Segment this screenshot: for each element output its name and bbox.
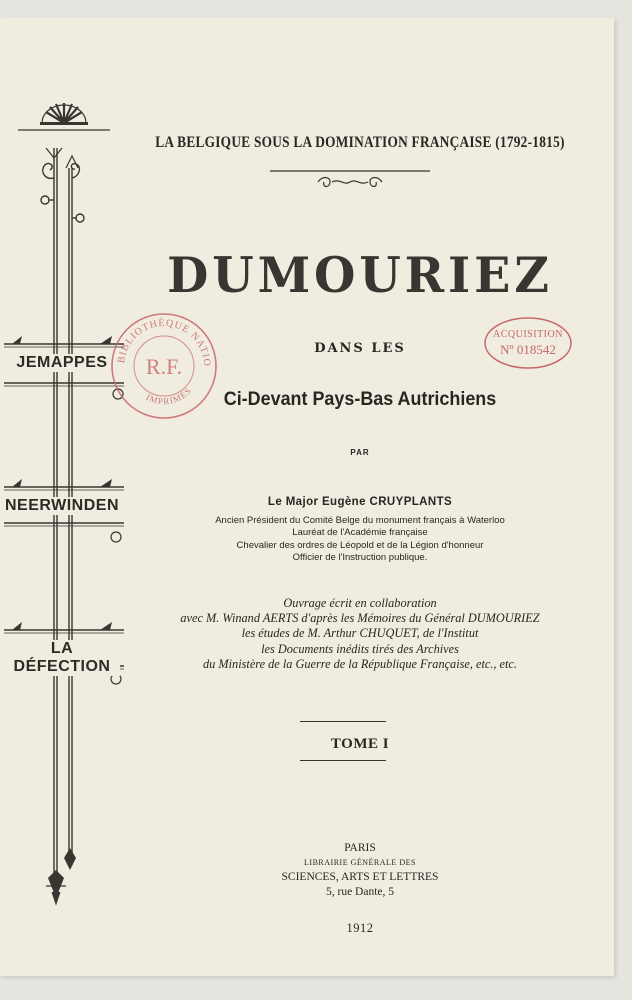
scroll-ornament [270, 168, 430, 194]
author-titles [120, 515, 600, 564]
author-title-line: Lauréat de l'Académie française [292, 527, 428, 539]
publisher-line1: LIBRAIRIE GÉNÉRALE DES [304, 857, 416, 867]
side-label-jemappes: JEMAPPES [4, 354, 120, 372]
tome-label: TOME I [330, 736, 390, 752]
stamp-arc-text: BIBLIOTHÈQUE NATIO [115, 317, 213, 368]
fan-ornament [40, 103, 88, 125]
stamp-acquisition-label: ACQUISITION [493, 329, 563, 340]
tome-divider [300, 721, 386, 722]
publisher-address: 5, rue Dante, 5 [325, 885, 395, 898]
collab-line: avec M. Winand AERTS d'après les Mémoires du Général DUMOURIEZ [180, 611, 540, 626]
publication-year: 1912 [346, 921, 374, 935]
subtitle: Ci-Devant Pays-Bas Autrichiens [223, 388, 497, 410]
publisher-city: PARIS [344, 842, 376, 854]
side-label-defection: LA DÉFECTION [4, 640, 120, 676]
main-title: DUMOURIEZ [167, 246, 553, 304]
stamp-acquisition-number: Nº 018542 [500, 342, 556, 357]
title-page [0, 18, 614, 976]
collab-line: du Ministère de la Guerre de la République Française, etc., etc. [203, 656, 517, 671]
side-label-neerwinden: NEERWINDEN [4, 497, 120, 514]
tome-divider [300, 760, 386, 761]
collab-line: les Documents inédits tirés des Archives [261, 641, 459, 656]
series-title: LA BELGIQUE SOUS LA DOMINATION FRANÇAISE (1792-1815) [155, 134, 565, 151]
library-stamp [108, 310, 220, 422]
publisher-block [120, 841, 600, 899]
author-title-line: Ancien Président du Comité Belge du monument français à Waterloo [215, 515, 505, 526]
stamp-bottom-text: IMPRIMÉS [144, 385, 194, 407]
collaboration-note [120, 596, 600, 672]
author-title-line: Officier de l'Instruction publique. [292, 551, 428, 563]
dans-les: DANS LES [314, 341, 406, 356]
author-title-line: Chevalier des ordres de Léopold et de la Légion d'honneur [236, 539, 484, 551]
acquisition-stamp [483, 316, 573, 370]
collab-line: les études de M. Arthur CHUQUET, de l'Institut [241, 626, 479, 641]
collab-line: Ouvrage écrit en collaboration [283, 596, 437, 610]
publisher-line2: SCIENCES, ARTS ET LETTRES [281, 871, 439, 883]
stamp-center-text: R.F. [145, 354, 183, 379]
author: Le Major Eugène CRUYPLANTS [267, 496, 453, 508]
par-label: PAR [350, 448, 370, 457]
svg-text:IMPRIMÉS [144, 385, 193, 406]
